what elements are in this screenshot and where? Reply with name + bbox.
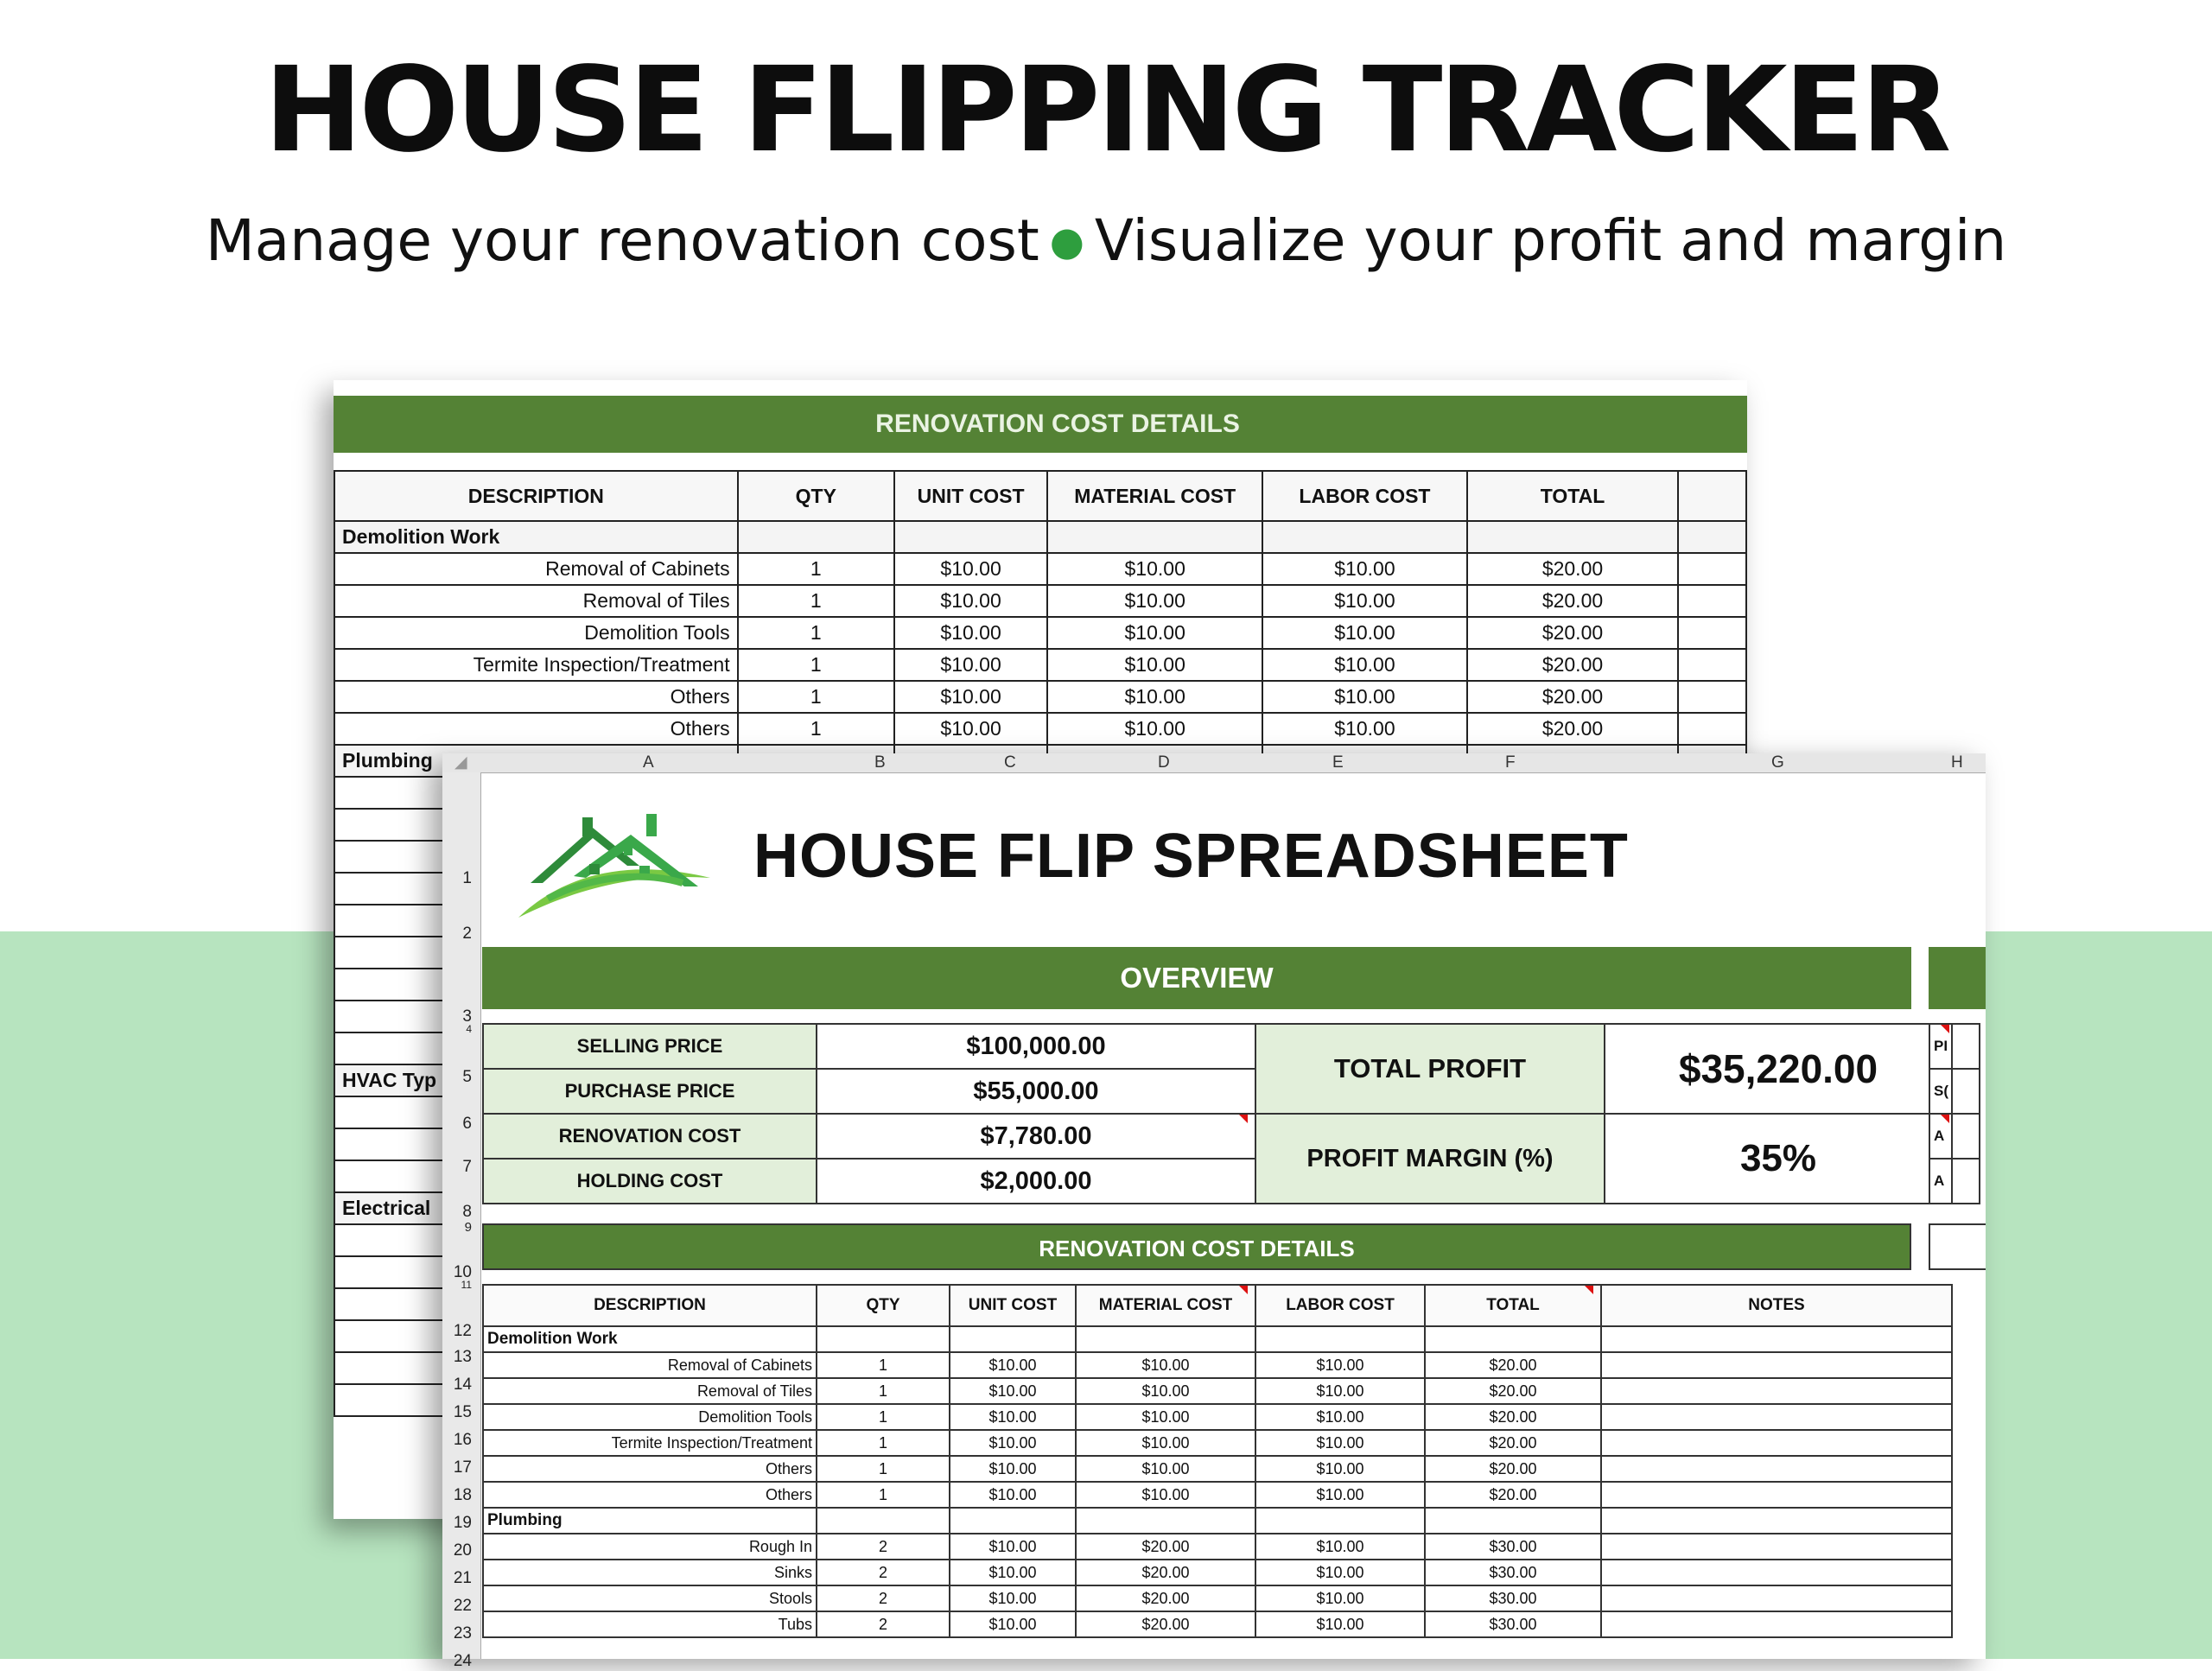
comment-marker — [1239, 1115, 1248, 1123]
cell-total[interactable]: $20.00 — [1467, 649, 1679, 681]
cell-description[interactable]: Others — [334, 713, 738, 745]
cell-qty[interactable]: 1 — [817, 1482, 950, 1508]
cell[interactable] — [1262, 521, 1467, 553]
row-number[interactable]: 7 — [462, 1158, 472, 1176]
cell[interactable] — [1601, 1508, 1952, 1534]
purchase-price-label: PURCHASE PRICE — [483, 1069, 817, 1114]
total-profit-label: TOTAL PROFIT — [1255, 1024, 1605, 1114]
cell-labor-cost[interactable]: $10.00 — [1262, 649, 1467, 681]
row-number[interactable]: 1 — [462, 869, 472, 887]
cell-qty[interactable]: 1 — [738, 617, 894, 649]
cell[interactable] — [1425, 1326, 1601, 1352]
row-number[interactable]: 24 — [453, 1652, 472, 1670]
cell[interactable] — [817, 1326, 950, 1352]
table-row — [483, 1534, 1952, 1560]
front-spreadsheet — [442, 753, 1986, 1670]
cell-description[interactable]: Removal of Tiles — [334, 585, 738, 617]
table-row — [483, 1456, 1952, 1482]
row-number[interactable]: 6 — [462, 1115, 472, 1133]
cell-labor-cost[interactable]: $10.00 — [1255, 1560, 1425, 1585]
section-electrical[interactable]: Electrical — [334, 1192, 738, 1224]
back-header-row — [334, 471, 1746, 521]
table-row — [483, 1378, 1952, 1404]
purchase-price-value[interactable]: $55,000.00 — [817, 1069, 1255, 1114]
cell-material-cost[interactable]: $10.00 — [1047, 649, 1262, 681]
cell-notes[interactable] — [1601, 1456, 1952, 1482]
cell[interactable] — [1678, 617, 1746, 649]
cell-notes[interactable] — [1601, 1611, 1952, 1637]
back-renovation-banner: RENOVATION COST DETAILS — [334, 396, 1747, 453]
cell-description[interactable]: Removal of Cabinets — [483, 1352, 817, 1378]
cell-qty[interactable]: 1 — [738, 585, 894, 617]
cell-description[interactable]: Stools — [483, 1585, 817, 1611]
table-row — [334, 617, 1746, 649]
cell-labor-cost[interactable]: $10.00 — [1255, 1534, 1425, 1560]
cell-qty[interactable]: 2 — [817, 1585, 950, 1611]
cell-unit-cost[interactable]: $10.00 — [950, 1378, 1076, 1404]
cell-total[interactable]: $20.00 — [1467, 681, 1679, 713]
cell-material-cost[interactable]: $20.00 — [1076, 1585, 1255, 1611]
cell-labor-cost[interactable]: $10.00 — [1255, 1430, 1425, 1456]
cell-description[interactable]: Sinks — [483, 1560, 817, 1585]
cell-qty[interactable]: 2 — [817, 1534, 950, 1560]
cell-unit-cost[interactable]: $10.00 — [950, 1404, 1076, 1430]
row-number[interactable]: 17 — [453, 1458, 472, 1477]
cell[interactable] — [1678, 713, 1746, 745]
cell-unit-cost[interactable]: $10.00 — [950, 1482, 1076, 1508]
column-header-b[interactable]: B — [874, 753, 886, 772]
row-number[interactable]: 21 — [453, 1569, 472, 1587]
cell-total[interactable]: $20.00 — [1467, 553, 1679, 585]
cell-material-cost[interactable]: $10.00 — [1047, 585, 1262, 617]
cell[interactable] — [1678, 681, 1746, 713]
cell-unit-cost[interactable]: $10.00 — [894, 681, 1047, 713]
row-number[interactable]: 20 — [453, 1541, 472, 1560]
cell-total[interactable]: $30.00 — [1425, 1585, 1601, 1611]
cell-unit-cost[interactable]: $10.00 — [950, 1430, 1076, 1456]
cell-description[interactable]: Others — [483, 1456, 817, 1482]
cell-material-cost[interactable]: $10.00 — [1047, 553, 1262, 585]
header-unit-cost: UNIT COST — [894, 471, 1047, 521]
section-row — [334, 521, 1746, 553]
cell-description[interactable]: Others — [334, 681, 738, 713]
cell-total[interactable]: $20.00 — [1425, 1352, 1601, 1378]
cell[interactable] — [950, 1508, 1076, 1534]
cell[interactable] — [1678, 521, 1746, 553]
cell-qty[interactable]: 1 — [817, 1430, 950, 1456]
cell-unit-cost[interactable]: $10.00 — [950, 1352, 1076, 1378]
cell-notes[interactable] — [1601, 1585, 1952, 1611]
cell-total[interactable]: $30.00 — [1425, 1611, 1601, 1637]
table-row — [334, 681, 1746, 713]
section-row — [483, 1508, 1952, 1534]
table-row — [483, 1482, 1952, 1508]
subtitle-right: Visualize your profit and margin — [1094, 207, 2007, 274]
renovation-banner: RENOVATION COST DETAILS — [482, 1223, 1911, 1270]
row-number[interactable]: 10 — [453, 1263, 472, 1281]
header-qty: QTY — [738, 471, 894, 521]
holding-cost-label: HOLDING COST — [483, 1159, 817, 1204]
cell[interactable] — [950, 1326, 1076, 1352]
header-row — [483, 1285, 1952, 1326]
cell-notes[interactable] — [1601, 1560, 1952, 1585]
cell-qty[interactable]: 1 — [817, 1456, 950, 1482]
selling-price-value[interactable]: $100,000.00 — [817, 1024, 1255, 1069]
cell-material-cost[interactable]: $20.00 — [1076, 1560, 1255, 1585]
section-plumbing[interactable]: Plumbing — [483, 1508, 817, 1534]
select-all-corner-icon[interactable]: ◢ — [454, 753, 467, 772]
section-demolition[interactable]: Demolition Work — [334, 521, 738, 553]
cell-unit-cost[interactable]: $10.00 — [894, 713, 1047, 745]
cell-material-cost[interactable]: $20.00 — [1076, 1534, 1255, 1560]
cell-notes[interactable] — [1601, 1482, 1952, 1508]
cell-unit-cost[interactable]: $10.00 — [950, 1611, 1076, 1637]
header-qty: QTY — [817, 1285, 950, 1326]
cell-qty[interactable]: 2 — [817, 1560, 950, 1585]
renovation-banner-right-cut — [1929, 1223, 1986, 1270]
comment-marker — [1239, 1286, 1248, 1294]
cell-material-cost[interactable]: $10.00 — [1047, 617, 1262, 649]
cell-qty[interactable]: 1 — [738, 713, 894, 745]
table-row — [483, 1430, 1952, 1456]
cell-labor-cost[interactable]: $10.00 — [1262, 553, 1467, 585]
column-header-g[interactable]: G — [1771, 753, 1784, 772]
cell[interactable] — [1255, 1508, 1425, 1534]
right-cut-cell[interactable]: PI — [1929, 1023, 1980, 1068]
section-hvac[interactable]: HVAC Typ — [334, 1064, 738, 1096]
cell-description[interactable]: Removal of Tiles — [483, 1378, 817, 1404]
table-row — [334, 553, 1746, 585]
header-material-cost: MATERIAL COST — [1047, 471, 1262, 521]
table-row — [483, 1404, 1952, 1430]
bullet-icon: ● — [1049, 218, 1084, 264]
row-number[interactable]: 13 — [453, 1348, 472, 1366]
cell[interactable] — [1255, 1326, 1425, 1352]
section-row — [483, 1326, 1952, 1352]
cell-qty[interactable]: 1 — [738, 649, 894, 681]
cell-notes[interactable] — [1601, 1534, 1952, 1560]
cell-labor-cost[interactable]: $10.00 — [1255, 1482, 1425, 1508]
cell-description[interactable]: Demolition Tools — [483, 1404, 817, 1430]
right-cut-cell[interactable]: A — [1929, 1158, 1980, 1204]
cell-total[interactable]: $30.00 — [1425, 1534, 1601, 1560]
cell-qty[interactable]: 1 — [817, 1352, 950, 1378]
overview-table — [482, 1023, 1953, 1204]
hero-subtitle — [0, 207, 2212, 274]
cell[interactable] — [1601, 1326, 1952, 1352]
cell-notes[interactable] — [1601, 1378, 1952, 1404]
cell-qty[interactable]: 1 — [817, 1404, 950, 1430]
cell-description[interactable]: Tubs — [483, 1611, 817, 1637]
section-demolition[interactable]: Demolition Work — [483, 1326, 817, 1352]
cell-unit-cost[interactable]: $10.00 — [894, 553, 1047, 585]
cell-material-cost[interactable]: $10.00 — [1076, 1404, 1255, 1430]
right-cut-cell[interactable]: S( — [1929, 1068, 1980, 1113]
selling-price-label: SELLING PRICE — [483, 1024, 817, 1069]
header-description: DESCRIPTION — [334, 471, 738, 521]
cell[interactable] — [1076, 1326, 1255, 1352]
overview-banner: OVERVIEW — [482, 947, 1911, 1009]
cell-labor-cost[interactable]: $10.00 — [1262, 617, 1467, 649]
header-labor-cost: LABOR COST — [1255, 1285, 1425, 1326]
comment-marker — [1585, 1286, 1593, 1294]
cell-description[interactable]: Termite Inspection/Treatment — [483, 1430, 817, 1456]
cell-unit-cost[interactable]: $10.00 — [950, 1560, 1076, 1585]
cell-material-cost[interactable]: $10.00 — [1076, 1378, 1255, 1404]
header-blank — [1678, 471, 1746, 521]
cell[interactable] — [1678, 553, 1746, 585]
renovation-cost-table — [482, 1284, 1953, 1638]
cell-description[interactable]: Termite Inspection/Treatment — [334, 649, 738, 681]
cell-material-cost[interactable]: $10.00 — [1076, 1482, 1255, 1508]
house-roof-logo — [513, 804, 721, 924]
table-row — [483, 1560, 1952, 1585]
cell-total[interactable]: $20.00 — [1467, 617, 1679, 649]
cell-total[interactable]: $20.00 — [1425, 1430, 1601, 1456]
row-number[interactable]: 9 — [464, 1220, 472, 1235]
cell-notes[interactable] — [1601, 1352, 1952, 1378]
cell-unit-cost[interactable]: $10.00 — [894, 585, 1047, 617]
cell[interactable] — [1425, 1508, 1601, 1534]
cell-material-cost[interactable]: $20.00 — [1076, 1611, 1255, 1637]
cell[interactable] — [1678, 649, 1746, 681]
header-material-cost: MATERIAL COST — [1076, 1285, 1255, 1326]
cell-qty[interactable]: 1 — [738, 553, 894, 585]
holding-cost-value[interactable]: $2,000.00 — [817, 1159, 1255, 1204]
cell-labor-cost[interactable]: $10.00 — [1255, 1404, 1425, 1430]
cell[interactable] — [1076, 1508, 1255, 1534]
table-row — [334, 649, 1746, 681]
cell-notes[interactable] — [1601, 1404, 1952, 1430]
section-plumbing[interactable]: Plumbing — [334, 745, 738, 777]
row-number[interactable]: 2 — [462, 924, 472, 943]
cell-labor-cost[interactable]: $10.00 — [1262, 585, 1467, 617]
cell-description[interactable]: Others — [483, 1482, 817, 1508]
cell-description[interactable]: Demolition Tools — [334, 617, 738, 649]
cell-material-cost[interactable]: $10.00 — [1047, 713, 1262, 745]
cell[interactable] — [1047, 521, 1262, 553]
row-number[interactable]: 8 — [462, 1203, 472, 1221]
column-header-a[interactable]: A — [643, 753, 654, 772]
row-number[interactable]: 4 — [466, 1023, 472, 1035]
cell-material-cost[interactable]: $10.00 — [1047, 681, 1262, 713]
cell-total[interactable]: $20.00 — [1425, 1482, 1601, 1508]
cell[interactable] — [817, 1508, 950, 1534]
sheet-title: HOUSE FLIP SPREADSHEET — [753, 822, 1629, 891]
row-number[interactable]: 22 — [453, 1597, 472, 1615]
table-row — [334, 585, 1746, 617]
column-header-e[interactable]: E — [1332, 753, 1344, 772]
cell-total[interactable]: $20.00 — [1467, 713, 1679, 745]
cell-labor-cost[interactable]: $10.00 — [1255, 1352, 1425, 1378]
overview-right-cut — [1929, 1023, 1980, 1204]
cell-unit-cost[interactable]: $10.00 — [950, 1585, 1076, 1611]
cell[interactable] — [1678, 585, 1746, 617]
cell-labor-cost[interactable]: $10.00 — [1262, 681, 1467, 713]
subtitle-left: Manage your renovation cost — [205, 207, 1039, 274]
right-cut-cell[interactable]: A — [1929, 1113, 1980, 1158]
cell-notes[interactable] — [1601, 1430, 1952, 1456]
cell-labor-cost[interactable]: $10.00 — [1262, 713, 1467, 745]
row-number[interactable]: 23 — [453, 1624, 472, 1642]
cell-unit-cost[interactable]: $10.00 — [894, 649, 1047, 681]
cell-labor-cost[interactable]: $10.00 — [1255, 1585, 1425, 1611]
cell-labor-cost[interactable]: $10.00 — [1255, 1378, 1425, 1404]
cell-total[interactable]: $30.00 — [1425, 1560, 1601, 1585]
profit-margin-label: PROFIT MARGIN (%) — [1255, 1114, 1605, 1204]
row-number[interactable]: 12 — [453, 1322, 472, 1340]
renovation-cost-label: RENOVATION COST — [483, 1114, 817, 1159]
cell[interactable] — [894, 521, 1047, 553]
cell-description[interactable]: Removal of Cabinets — [334, 553, 738, 585]
cell-qty[interactable]: 1 — [738, 681, 894, 713]
cell-material-cost[interactable]: $10.00 — [1076, 1430, 1255, 1456]
cell-total[interactable]: $20.00 — [1425, 1378, 1601, 1404]
cell-unit-cost[interactable]: $10.00 — [950, 1534, 1076, 1560]
cell[interactable] — [1467, 521, 1679, 553]
header-total: TOTAL — [1425, 1285, 1601, 1326]
cell-unit-cost[interactable]: $10.00 — [950, 1456, 1076, 1482]
cell-qty[interactable]: 2 — [817, 1611, 950, 1637]
overview-banner-right-cut — [1929, 947, 1986, 1009]
header-description: DESCRIPTION — [483, 1285, 817, 1326]
column-header-f[interactable]: F — [1505, 753, 1516, 772]
row-number[interactable]: 11 — [461, 1279, 472, 1291]
row-number[interactable]: 5 — [462, 1068, 472, 1086]
cell-total[interactable]: $20.00 — [1425, 1456, 1601, 1482]
total-profit-value[interactable]: $35,220.00 — [1605, 1024, 1952, 1114]
cell[interactable] — [738, 521, 894, 553]
cell-description[interactable]: Rough In — [483, 1534, 817, 1560]
cell-material-cost[interactable]: $10.00 — [1076, 1352, 1255, 1378]
row-number[interactable]: 3 — [462, 1007, 472, 1026]
table-row — [334, 713, 1746, 745]
row-header-bar — [442, 772, 481, 1670]
cell-total[interactable]: $20.00 — [1425, 1404, 1601, 1430]
table-row — [483, 1585, 1952, 1611]
header-unit-cost: UNIT COST — [950, 1285, 1076, 1326]
header-total: TOTAL — [1467, 471, 1679, 521]
row-number[interactable]: 18 — [453, 1486, 472, 1504]
row-number[interactable]: 16 — [453, 1431, 472, 1449]
table-row — [483, 1352, 1952, 1378]
column-header-bar — [442, 753, 1986, 773]
table-row — [483, 1611, 1952, 1637]
row-number[interactable]: 15 — [453, 1403, 472, 1421]
row-number[interactable]: 14 — [453, 1376, 472, 1394]
cell-unit-cost[interactable]: $10.00 — [894, 617, 1047, 649]
cell-labor-cost[interactable]: $10.00 — [1255, 1611, 1425, 1637]
cell-labor-cost[interactable]: $10.00 — [1255, 1456, 1425, 1482]
column-header-d[interactable]: D — [1158, 753, 1170, 772]
column-header-h[interactable]: H — [1951, 753, 1963, 772]
hero-title: HOUSE FLIPPING TRACKER — [264, 42, 1948, 179]
profit-margin-value[interactable]: 35% — [1605, 1114, 1952, 1204]
cell-total[interactable]: $20.00 — [1467, 585, 1679, 617]
cell-material-cost[interactable]: $10.00 — [1076, 1456, 1255, 1482]
header-notes: NOTES — [1601, 1285, 1952, 1326]
renovation-cost-value[interactable]: $7,780.00 — [817, 1114, 1255, 1159]
cell-qty[interactable]: 1 — [817, 1378, 950, 1404]
column-header-c[interactable]: C — [1004, 753, 1016, 772]
row-number[interactable]: 19 — [453, 1514, 472, 1532]
header-labor-cost: LABOR COST — [1262, 471, 1467, 521]
